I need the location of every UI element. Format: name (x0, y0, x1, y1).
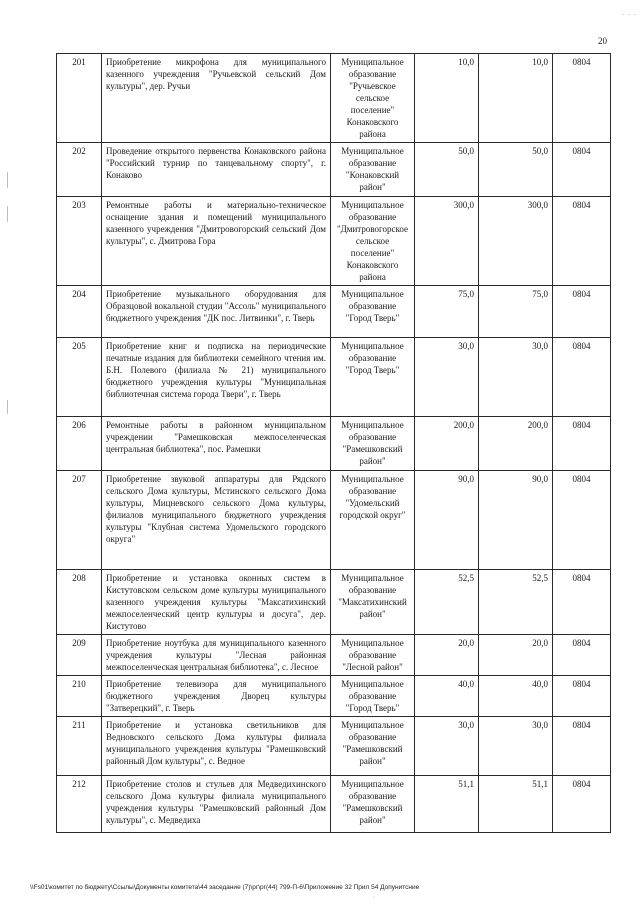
row-amount-1: 51,1 (415, 776, 479, 833)
row-amount-2: 200,0 (479, 417, 553, 471)
row-amount-1: 50,0 (415, 143, 479, 197)
margin-mark (7, 400, 8, 414)
row-recipient: Муниципальное образование "Конаковский район" (331, 143, 415, 197)
row-amount-2: 50,0 (479, 143, 553, 197)
file-path-footer: \\Fs01\комитет по бюджету\Ссылы\Документы комитета\44 заседание (7)\рг\рг(44) 799-П-6\Приложение 32 Прил 54 Допунитсние (30, 884, 420, 891)
row-amount-1: 30,0 (415, 338, 479, 417)
row-number: 211 (57, 717, 102, 776)
row-code: 0804 (553, 286, 611, 338)
row-amount-1: 20,0 (415, 635, 479, 676)
table-row (57, 471, 611, 570)
row-amount-1: 10,0 (415, 54, 479, 143)
margin-mark (7, 206, 8, 222)
row-number: 202 (57, 143, 102, 197)
row-amount-2: 300,0 (479, 197, 553, 286)
row-code: 0804 (553, 570, 611, 635)
margin-mark (7, 172, 8, 188)
row-code: 0804 (553, 197, 611, 286)
row-recipient: Муниципальное образование "Удомельский городской округ" (331, 471, 415, 570)
row-description: Приобретение и установка светильников для Ведновского сельского Дома культуры филиала муниципального учреждения культуры "Рамешковский районный Дом культуры", с. Ведное (102, 717, 331, 776)
table-row (57, 676, 611, 717)
table-row (57, 417, 611, 471)
row-recipient: Муниципальное образование "Рамешковский район" (331, 776, 415, 833)
row-amount-2: 51,1 (479, 776, 553, 833)
row-number: 207 (57, 471, 102, 570)
table-row (57, 635, 611, 676)
row-number: 209 (57, 635, 102, 676)
row-amount-1: 30,0 (415, 717, 479, 776)
table-row (57, 54, 611, 143)
row-code: 0804 (553, 635, 611, 676)
row-amount-1: 52,5 (415, 570, 479, 635)
table-row (57, 776, 611, 833)
row-code: 0804 (553, 417, 611, 471)
row-code: 0804 (553, 676, 611, 717)
table-row (57, 143, 611, 197)
row-description: Приобретение музыкального оборудования для Образцовой вокальной студии "Ассоль" муниципального бюджетного учреждения "ДК пос. Литвинки", г. Тверь (102, 286, 331, 338)
row-code: 0804 (553, 717, 611, 776)
row-amount-2: 90,0 (479, 471, 553, 570)
row-number: 204 (57, 286, 102, 338)
funding-table (56, 53, 611, 833)
row-number: 210 (57, 676, 102, 717)
row-recipient: Муниципальное образование "Дмитровогорское сельское поселение" Конаковского района (331, 197, 415, 286)
row-code: 0804 (553, 338, 611, 417)
row-recipient: Муниципальное образование "Город Тверь" (331, 676, 415, 717)
row-description: Приобретение и установка оконных систем в Кистутовском сельском доме культуры муниципального казенного учреждения культуры "Максатихинский межпоселенческий центр культуры и досуга", дер. Кистутово (102, 570, 331, 635)
row-description: Приобретение микрофона для муниципального казенного учреждения "Ручьевской сельский Дом культуры", дер. Ручьи (102, 54, 331, 143)
row-recipient: Муниципальное образование "Максатихинский район" (331, 570, 415, 635)
row-recipient: Муниципальное образование "Город Тверь" (331, 338, 415, 417)
row-amount-2: 40,0 (479, 676, 553, 717)
table-row (57, 197, 611, 286)
row-recipient: Муниципальное образование "Ручьевское сельское поселение" Конаковского района (331, 54, 415, 143)
row-number: 208 (57, 570, 102, 635)
table-row (57, 570, 611, 635)
row-number: 201 (57, 54, 102, 143)
row-recipient: Муниципальное образование "Рамешковский район" (331, 717, 415, 776)
scan-speck: · (373, 895, 375, 901)
scan-corner-marks: . . . (622, 8, 637, 17)
row-number: 203 (57, 197, 102, 286)
row-amount-2: 30,0 (479, 717, 553, 776)
row-amount-1: 90,0 (415, 471, 479, 570)
row-amount-1: 75,0 (415, 286, 479, 338)
row-amount-2: 20,0 (479, 635, 553, 676)
row-amount-1: 200,0 (415, 417, 479, 471)
row-amount-2: 52,5 (479, 570, 553, 635)
row-amount-1: 300,0 (415, 197, 479, 286)
row-description: Приобретение телевизора для муниципального бюджетного учреждения Дворец культуры "Затверецкий", г. Тверь (102, 676, 331, 717)
row-code: 0804 (553, 54, 611, 143)
table-row (57, 338, 611, 417)
row-description: Приобретение книг и подписка на периодические печатные издания для библиотеки семейного чтения им. Б.Н. Полевого (филиала № 21) муниципального бюджетного учреждения культуры "Муниципальная библиотечная система города Твери", г. Тверь (102, 338, 331, 417)
row-amount-2: 30,0 (479, 338, 553, 417)
row-description: Проведение открытого первенства Конаковского района "Российский турнир по танцевальному спорту", г. Конаково (102, 143, 331, 197)
row-number: 212 (57, 776, 102, 833)
row-amount-1: 40,0 (415, 676, 479, 717)
table-body (57, 54, 611, 833)
row-code: 0804 (553, 471, 611, 570)
table-row (57, 286, 611, 338)
page-number: 20 (598, 36, 607, 46)
table-row (57, 717, 611, 776)
row-description: Приобретение столов и стульев для Медведихинского сельского Дома культуры филиала муниципального учреждения культуры "Рамешковский районный Дом культуры", с. Медведиха (102, 776, 331, 833)
row-number: 205 (57, 338, 102, 417)
row-number: 206 (57, 417, 102, 471)
row-description: Ремонтные работы в районном муниципальном учреждении "Рамешковская межпоселенческая центральная библиотека", пос. Рамешки (102, 417, 331, 471)
row-description: Ремонтные работы и материально-техническое оснащение здания и помещений муниципального казенного учреждения "Дмитровогорский сельский Дом культуры", с. Дмитрова Гора (102, 197, 331, 286)
row-description: Приобретение ноутбука для муниципального казенного учреждения культуры "Лесная районная межпоселенческая центральная библиотека", с. Лесное (102, 635, 331, 676)
row-recipient: Муниципальное образование "Лесной район" (331, 635, 415, 676)
row-description: Приобретение звуковой аппаратуры для Рядского сельского Дома культуры, Мстинского сельского Дома культуры, Мицневского сельского Дома культуры, филиалов муниципального бюджетного учреждения культуры "Клубная система Удомельского городского округа" (102, 471, 331, 570)
row-recipient: Муниципальное образование "Город Тверь" (331, 286, 415, 338)
row-amount-2: 75,0 (479, 286, 553, 338)
row-amount-2: 10,0 (479, 54, 553, 143)
row-recipient: Муниципальное образование "Рамешковский район" (331, 417, 415, 471)
row-code: 0804 (553, 143, 611, 197)
row-code: 0804 (553, 776, 611, 833)
